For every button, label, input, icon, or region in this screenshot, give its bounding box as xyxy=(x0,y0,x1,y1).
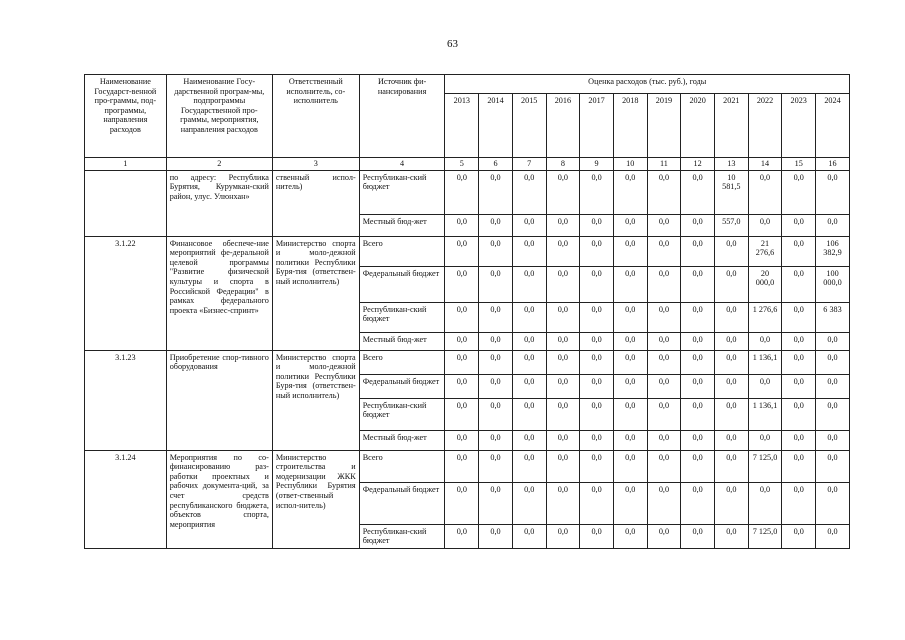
expense-value: 0,0 xyxy=(816,524,850,548)
expense-value: 0,0 xyxy=(479,332,513,350)
expense-value: 0,0 xyxy=(546,332,580,350)
expense-value: 0,0 xyxy=(816,430,850,450)
expense-value: 0,0 xyxy=(512,430,546,450)
expense-value: 0,0 xyxy=(546,430,580,450)
header-row xyxy=(85,75,850,94)
expense-value: 0,0 xyxy=(681,482,715,524)
funding-source: Всего xyxy=(359,450,445,482)
expense-value: 0,0 xyxy=(546,214,580,236)
expense-value: 0,0 xyxy=(714,266,748,302)
expense-value: 0,0 xyxy=(782,482,816,524)
expense-value: 0,0 xyxy=(681,302,715,332)
expense-value: 0,0 xyxy=(546,170,580,214)
funding-source: Республикан-ский бюджет xyxy=(359,302,445,332)
expense-value: 0,0 xyxy=(782,214,816,236)
expense-value: 0,0 xyxy=(580,170,614,214)
expense-value: 0,0 xyxy=(714,482,748,524)
expense-value: 100 000,0 xyxy=(816,266,850,302)
table-row xyxy=(85,170,850,214)
measure-name: Финансовое обеспече-ние мероприятий фе-деральной целевой программы "Развитие физической культуры и спорта в Российской Федерации" в рамках федерального проекта «Бизнес-спринт» xyxy=(166,236,272,350)
year-header: 2024 xyxy=(816,94,850,158)
measure-code: 3.1.24 xyxy=(85,450,167,548)
funding-source: Республикан-ский бюджет xyxy=(359,398,445,430)
expense-value: 1 276,6 xyxy=(748,302,782,332)
table-header xyxy=(85,75,850,171)
measure-executor: ственный испол-нитель) xyxy=(272,170,359,236)
expense-value: 0,0 xyxy=(647,350,681,374)
expense-value: 0,0 xyxy=(445,524,479,548)
expense-value: 0,0 xyxy=(647,302,681,332)
expense-value: 0,0 xyxy=(512,302,546,332)
expense-value: 0,0 xyxy=(647,524,681,548)
year-header: 2021 xyxy=(714,94,748,158)
year-header: 2018 xyxy=(613,94,647,158)
year-header: 2020 xyxy=(681,94,715,158)
expense-value: 0,0 xyxy=(445,332,479,350)
expense-value: 0,0 xyxy=(613,524,647,548)
expense-value: 0,0 xyxy=(580,398,614,430)
expense-value: 0,0 xyxy=(782,524,816,548)
expense-value: 0,0 xyxy=(748,482,782,524)
column-number: 12 xyxy=(681,158,715,171)
expense-value: 0,0 xyxy=(681,236,715,266)
measure-code: 3.1.23 xyxy=(85,350,167,450)
year-header: 2017 xyxy=(580,94,614,158)
expense-value: 0,0 xyxy=(816,350,850,374)
expense-value: 0,0 xyxy=(647,332,681,350)
expense-value: 0,0 xyxy=(445,236,479,266)
column-number: 11 xyxy=(647,158,681,171)
expense-value: 0,0 xyxy=(816,374,850,398)
expense-value: 0,0 xyxy=(512,236,546,266)
expense-value: 0,0 xyxy=(479,450,513,482)
expense-value: 0,0 xyxy=(546,374,580,398)
expense-value: 0,0 xyxy=(479,214,513,236)
table-row xyxy=(85,236,850,266)
funding-source: Местный бюд-жет xyxy=(359,332,445,350)
expense-value: 0,0 xyxy=(445,214,479,236)
year-header: 2014 xyxy=(479,94,513,158)
expense-value: 0,0 xyxy=(512,214,546,236)
expense-value: 0,0 xyxy=(613,170,647,214)
expense-value: 0,0 xyxy=(580,332,614,350)
expense-value: 0,0 xyxy=(782,374,816,398)
column-number: 15 xyxy=(782,158,816,171)
expense-value: 0,0 xyxy=(580,374,614,398)
column-number: 1 xyxy=(85,158,167,171)
expense-value: 0,0 xyxy=(546,482,580,524)
column-number: 5 xyxy=(445,158,479,171)
expense-value: 0,0 xyxy=(580,482,614,524)
expense-value: 7 125,0 xyxy=(748,450,782,482)
funding-source: Федеральный бюджет xyxy=(359,482,445,524)
expense-value: 0,0 xyxy=(445,170,479,214)
funding-source: Всего xyxy=(359,236,445,266)
measure-name: по адресу: Республика Бурятия, Курумкан-ский район, улус. Улюнхан» xyxy=(166,170,272,236)
expense-value: 0,0 xyxy=(512,524,546,548)
expense-value: 0,0 xyxy=(512,398,546,430)
expense-value: 7 125,0 xyxy=(748,524,782,548)
expense-value: 0,0 xyxy=(512,332,546,350)
table-row xyxy=(85,350,850,374)
expense-value: 0,0 xyxy=(748,214,782,236)
expense-value: 0,0 xyxy=(479,374,513,398)
expense-value: 0,0 xyxy=(445,374,479,398)
funding-source: Республикан-ский бюджет xyxy=(359,170,445,214)
column-number: 9 xyxy=(580,158,614,171)
expense-value: 0,0 xyxy=(546,350,580,374)
expense-value: 0,0 xyxy=(782,350,816,374)
column-number: 8 xyxy=(546,158,580,171)
header-measure: Наименование Госу-дарственной програм-мы, подпрограммы Государственной про-граммы, мероприятия, направления расходов xyxy=(166,75,272,158)
expense-value: 0,0 xyxy=(681,524,715,548)
expense-value: 0,0 xyxy=(580,236,614,266)
expense-value: 0,0 xyxy=(512,170,546,214)
expense-value: 0,0 xyxy=(512,482,546,524)
column-number: 16 xyxy=(816,158,850,171)
expense-value: 0,0 xyxy=(546,236,580,266)
table-body xyxy=(85,170,850,548)
expense-value: 0,0 xyxy=(681,350,715,374)
expense-value: 0,0 xyxy=(479,266,513,302)
expense-value: 0,0 xyxy=(782,430,816,450)
expense-value: 0,0 xyxy=(681,398,715,430)
expense-value: 0,0 xyxy=(782,450,816,482)
expense-value: 0,0 xyxy=(816,214,850,236)
measure-executor: Министерство строительства и модернизации ЖКК Республики Бурятия (ответ-ственный испол-нитель) xyxy=(272,450,359,548)
expense-value: 0,0 xyxy=(681,214,715,236)
measure-code xyxy=(85,170,167,236)
column-number: 3 xyxy=(272,158,359,171)
expense-value: 0,0 xyxy=(782,266,816,302)
expense-value: 106 382,9 xyxy=(816,236,850,266)
expense-value: 0,0 xyxy=(512,350,546,374)
year-header: 2022 xyxy=(748,94,782,158)
table-row xyxy=(85,450,850,482)
expense-value: 0,0 xyxy=(580,266,614,302)
expense-value: 0,0 xyxy=(445,430,479,450)
measure-name: Мероприятия по со-финансированию раз-работки проектных и рабочих документа-ций, за счет средств республиканского бюджета, объектов спорта, мероприятия xyxy=(166,450,272,548)
expense-value: 0,0 xyxy=(546,450,580,482)
expense-value: 0,0 xyxy=(445,450,479,482)
expense-value: 0,0 xyxy=(647,236,681,266)
expense-value: 20 000,0 xyxy=(748,266,782,302)
expense-value: 0,0 xyxy=(546,398,580,430)
year-header: 2016 xyxy=(546,94,580,158)
expense-value: 0,0 xyxy=(782,170,816,214)
expense-value: 0,0 xyxy=(647,398,681,430)
expense-value: 0,0 xyxy=(479,430,513,450)
expense-value: 21 276,6 xyxy=(748,236,782,266)
column-number: 13 xyxy=(714,158,748,171)
expense-value: 0,0 xyxy=(647,482,681,524)
funding-source: Местный бюд-жет xyxy=(359,214,445,236)
year-header: 2015 xyxy=(512,94,546,158)
column-number: 14 xyxy=(748,158,782,171)
funding-source: Республикан-ский бюджет xyxy=(359,524,445,548)
expense-value: 0,0 xyxy=(748,430,782,450)
expense-value: 0,0 xyxy=(445,482,479,524)
expense-value: 0,0 xyxy=(479,398,513,430)
expense-value: 1 136,1 xyxy=(748,350,782,374)
expense-value: 0,0 xyxy=(714,332,748,350)
expense-value: 6 383 xyxy=(816,302,850,332)
expense-value: 0,0 xyxy=(580,302,614,332)
column-number: 7 xyxy=(512,158,546,171)
expense-value: 0,0 xyxy=(714,302,748,332)
expense-value: 0,0 xyxy=(714,350,748,374)
expense-value: 0,0 xyxy=(647,214,681,236)
header-program: Наименование Государст-венной про-граммы, под-программы, направления расходов xyxy=(85,75,167,158)
expense-value: 0,0 xyxy=(647,170,681,214)
header-executor: Ответственный исполнитель, со-исполнитель xyxy=(272,75,359,158)
expense-value: 0,0 xyxy=(714,374,748,398)
expense-value: 0,0 xyxy=(816,450,850,482)
expense-value: 10 581,5 xyxy=(714,170,748,214)
expense-value: 0,0 xyxy=(681,266,715,302)
expense-value: 0,0 xyxy=(647,430,681,450)
expense-value: 0,0 xyxy=(546,266,580,302)
expense-value: 0,0 xyxy=(748,332,782,350)
expenditure-table xyxy=(84,74,850,549)
expense-value: 0,0 xyxy=(580,350,614,374)
expense-value: 0,0 xyxy=(445,266,479,302)
expense-value: 0,0 xyxy=(681,450,715,482)
expense-value: 0,0 xyxy=(445,398,479,430)
expense-value: 0,0 xyxy=(613,214,647,236)
expense-value: 0,0 xyxy=(479,170,513,214)
expense-value: 0,0 xyxy=(479,236,513,266)
measure-name: Приобретение спор-тивного оборудования xyxy=(166,350,272,450)
expense-value: 0,0 xyxy=(748,170,782,214)
expense-value: 0,0 xyxy=(546,524,580,548)
expense-value: 0,0 xyxy=(613,236,647,266)
expense-value: 0,0 xyxy=(613,482,647,524)
expense-value: 0,0 xyxy=(613,266,647,302)
expense-value: 0,0 xyxy=(580,450,614,482)
expense-value: 0,0 xyxy=(816,482,850,524)
column-number: 4 xyxy=(359,158,445,171)
expense-value: 557,0 xyxy=(714,214,748,236)
expense-value: 0,0 xyxy=(681,332,715,350)
column-number: 2 xyxy=(166,158,272,171)
funding-source: Всего xyxy=(359,350,445,374)
expense-value: 0,0 xyxy=(647,374,681,398)
expense-value: 0,0 xyxy=(714,236,748,266)
expense-value: 0,0 xyxy=(613,450,647,482)
expense-value: 0,0 xyxy=(580,214,614,236)
expense-value: 0,0 xyxy=(714,430,748,450)
measure-executor: Министерство спорта и моло-дежной политики Республики Буря-тия (ответствен-ный исполнитель) xyxy=(272,350,359,450)
expense-value: 0,0 xyxy=(546,302,580,332)
expense-value: 0,0 xyxy=(714,524,748,548)
expense-value: 0,0 xyxy=(782,302,816,332)
expense-value: 0,0 xyxy=(479,482,513,524)
expense-value: 0,0 xyxy=(613,430,647,450)
expense-value: 0,0 xyxy=(613,350,647,374)
expense-value: 0,0 xyxy=(748,374,782,398)
column-numbers-row xyxy=(85,158,850,171)
expense-value: 0,0 xyxy=(479,302,513,332)
expense-value: 0,0 xyxy=(613,398,647,430)
year-header: 2023 xyxy=(782,94,816,158)
measure-code: 3.1.22 xyxy=(85,236,167,350)
year-header: 2019 xyxy=(647,94,681,158)
expense-value: 0,0 xyxy=(479,350,513,374)
funding-source: Местный бюд-жет xyxy=(359,430,445,450)
expense-value: 0,0 xyxy=(714,450,748,482)
expense-value: 0,0 xyxy=(782,398,816,430)
expense-value: 0,0 xyxy=(613,332,647,350)
expense-value: 0,0 xyxy=(782,332,816,350)
year-header: 2013 xyxy=(445,94,479,158)
expense-value: 0,0 xyxy=(647,450,681,482)
expense-value: 0,0 xyxy=(681,374,715,398)
expense-value: 0,0 xyxy=(580,430,614,450)
expense-value: 0,0 xyxy=(445,302,479,332)
column-number: 6 xyxy=(479,158,513,171)
expense-value: 0,0 xyxy=(816,332,850,350)
expense-value: 0,0 xyxy=(613,374,647,398)
expense-value: 0,0 xyxy=(714,398,748,430)
expense-value: 0,0 xyxy=(647,266,681,302)
column-number: 10 xyxy=(613,158,647,171)
expense-value: 0,0 xyxy=(512,266,546,302)
funding-source: Федеральный бюджет xyxy=(359,374,445,398)
expense-value: 0,0 xyxy=(512,450,546,482)
expense-value: 0,0 xyxy=(681,170,715,214)
header-source: Источник фи-нансирования xyxy=(359,75,445,158)
expense-value: 0,0 xyxy=(681,430,715,450)
funding-source: Федеральный бюджет xyxy=(359,266,445,302)
expense-value: 0,0 xyxy=(580,524,614,548)
expense-value: 0,0 xyxy=(512,374,546,398)
measure-executor: Министерство спорта и моло-дежной политики Республики Буря-тия (ответствен-ный исполнитель) xyxy=(272,236,359,350)
expense-value: 0,0 xyxy=(479,524,513,548)
page-number: 63 xyxy=(447,38,458,50)
expense-value: 0,0 xyxy=(613,302,647,332)
expense-value: 0,0 xyxy=(782,236,816,266)
expense-value: 0,0 xyxy=(816,170,850,214)
header-estimate: Оценка расходов (тыс. руб.), годы xyxy=(445,75,850,94)
expense-value: 1 136,1 xyxy=(748,398,782,430)
expense-value: 0,0 xyxy=(445,350,479,374)
expense-value: 0,0 xyxy=(816,398,850,430)
